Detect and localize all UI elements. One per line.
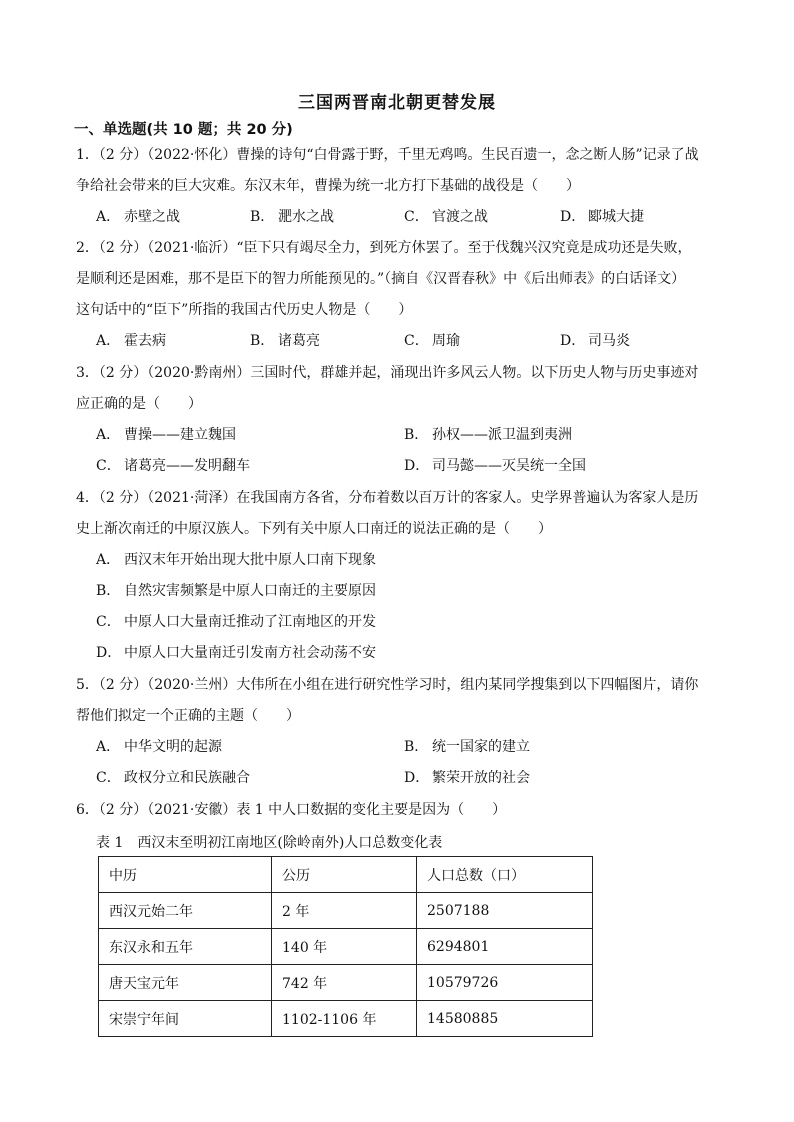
question-2-line-3: 这句话中的“臣下”所指的我国古代历史人物是（ ） [76, 302, 413, 318]
question-5-option-d[interactable]: D． 繁荣开放的社会 [404, 770, 530, 786]
table-cell: 140 年 [272, 929, 417, 965]
question-3-option-d[interactable]: D． 司马懿——灭吴统一全国 [404, 458, 586, 474]
question-4-option-b[interactable]: B． 自然灾害频繁是中原人口南迁的主要原因 [96, 583, 376, 599]
question-6-line-1: 6．（2 分）（2021·安徽）表 1 中人口数据的变化主要是因为（ ） [76, 802, 507, 818]
question-1-line-2: 争给社会带来的巨大灾难。东汉末年，曹操为统一北方打下基础的战役是（ ） [76, 178, 580, 194]
table-cell: 14580885 [417, 1001, 593, 1037]
table-cell: 西汉元始二年 [99, 893, 272, 929]
table-cell: 10579726 [417, 965, 593, 1001]
question-2-option-c[interactable]: C． 周瑜 [404, 333, 460, 349]
table-header-cell: 中历 [99, 857, 272, 893]
question-4-option-c[interactable]: C． 中原人口大量南迁推动了江南地区的开发 [96, 614, 376, 630]
question-4-option-d[interactable]: D． 中原人口大量南迁引发南方社会动荡不安 [96, 645, 376, 661]
table-cell: 6294801 [417, 929, 593, 965]
question-1-line-1: 1．（2 分）（2022·怀化）曹操的诗句“白骨露于野，千里无鸡鸣。生民百遗一，念之断人肠”记录了战 [76, 147, 699, 163]
question-3-option-c[interactable]: C． 诸葛亮——发明翻车 [96, 458, 250, 474]
question-3-option-a[interactable]: A． 曹操——建立魏国 [96, 427, 236, 443]
question-5-line-1: 5．（2 分）（2020·兰州）大伟所在小组在进行研究性学习时，组内某同学搜集到以下四幅图片，请你 [76, 677, 699, 693]
question-2-option-a[interactable]: A． 霍去病 [96, 333, 166, 349]
page-title: 三国两晋南北朝更替发展 [298, 93, 496, 113]
question-3-line-1: 3．（2 分）（2020·黔南州）三国时代，群雄并起，涌现出许多风云人物。以下历史人物与历史事迹对 [76, 365, 699, 381]
question-1-option-c[interactable]: C． 官渡之战 [404, 209, 488, 225]
question-2-option-b[interactable]: B． 诸葛亮 [250, 333, 320, 349]
question-4-line-2: 史上渐次南迁的中原汉族人。下列有关中原人口南迁的说法正确的是（ ） [76, 521, 552, 537]
table-cell: 1102-1106 年 [272, 1001, 417, 1037]
table-row [99, 893, 593, 929]
question-2-line-2: 是顺利还是困难，那不是臣下的智力所能预见的。”（摘自《汉晋春秋》中《后出师表》的白话译文） [76, 271, 686, 287]
table-cell: 742 年 [272, 965, 417, 1001]
table-cell: 宋崇宁年间 [99, 1001, 272, 1037]
question-2-option-d[interactable]: D． 司马炎 [560, 333, 630, 349]
question-5-option-c[interactable]: C． 政权分立和民族融合 [96, 770, 250, 786]
table-header-cell: 公历 [272, 857, 417, 893]
question-2-line-1: 2．（2 分）（2021·临沂）“臣下只有竭尽全力，到死方休罢了。至于伐魏兴汉究竟是成功还是失败， [76, 240, 692, 256]
table-header-row [99, 857, 593, 893]
table-cell: 唐天宝元年 [99, 965, 272, 1001]
question-1-option-b[interactable]: B． 淝水之战 [250, 209, 334, 225]
table-row [99, 1001, 593, 1037]
question-5-option-b[interactable]: B． 统一国家的建立 [404, 739, 530, 755]
question-3-line-2: 应正确的是（ ） [76, 396, 202, 412]
table-row [99, 965, 593, 1001]
table-cell: 东汉永和五年 [99, 929, 272, 965]
question-1-option-d[interactable]: D． 郾城大捷 [560, 209, 644, 225]
population-table [98, 856, 593, 1037]
table-caption: 表 1 西汉末至明初江南地区(除岭南外)人口总数变化表 [96, 835, 443, 851]
question-1-option-a[interactable]: A． 赤壁之战 [96, 209, 180, 225]
table-header-cell: 人口总数（口） [417, 857, 593, 893]
section-heading: 一、单选题(共 10 题；共 20 分) [74, 122, 293, 138]
question-4-line-1: 4．（2 分）（2021·菏泽）在我国南方各省，分布着数以百万计的客家人。史学界普遍认为客家人是历 [76, 490, 699, 506]
question-4-option-a[interactable]: A． 西汉末年开始出现大批中原人口南下现象 [96, 552, 376, 568]
table-cell: 2507188 [417, 893, 593, 929]
question-5-line-2: 帮他们拟定一个正确的主题（ ） [76, 708, 300, 724]
question-3-option-b[interactable]: B． 孙权——派卫温到夷洲 [404, 427, 572, 443]
table-row [99, 929, 593, 965]
table-cell: 2 年 [272, 893, 417, 929]
question-5-option-a[interactable]: A． 中华文明的起源 [96, 739, 222, 755]
